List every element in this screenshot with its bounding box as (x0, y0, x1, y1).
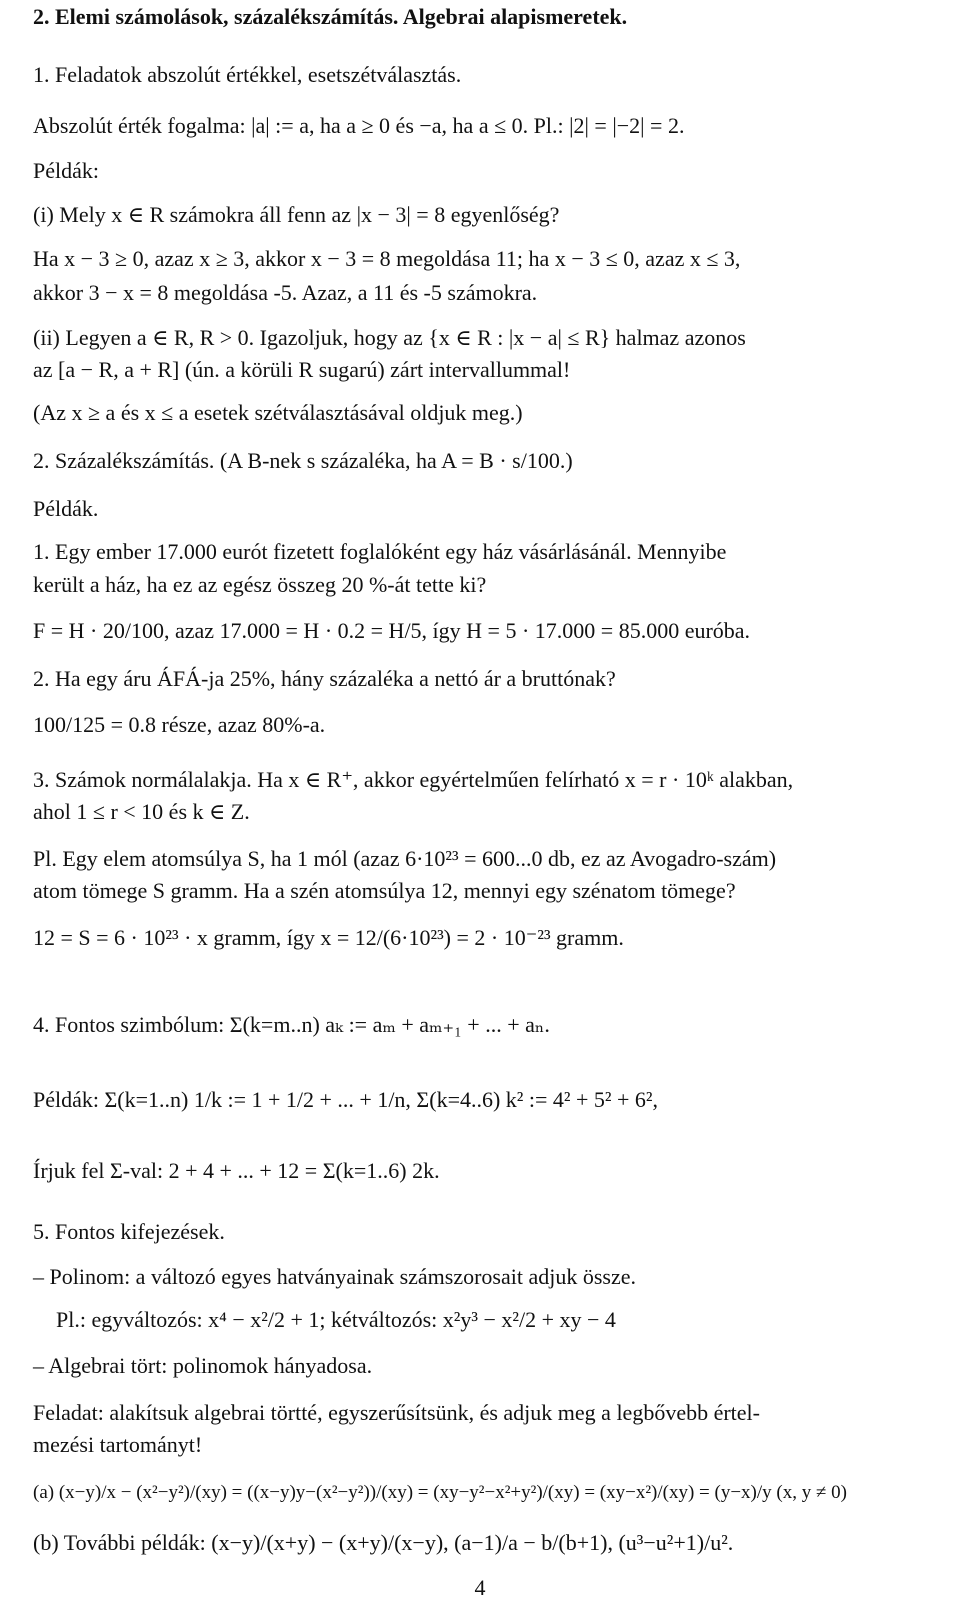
text-line: Abszolút érték fogalma: |a| := a, ha a ≥ 0 és −a, ha a ≤ 0. Pl.: |2| = |−2| = 2. (33, 113, 685, 138)
text-line: mezési tartományt! (33, 1432, 203, 1457)
text-line: Feladat: alakítsuk algebrai törtté, egyszerűsítsünk, és adjuk meg a legbővebb értel- (33, 1400, 760, 1425)
text-line: az [a − R, a + R] (ún. a körüli R sugarú) zárt intervallummal! (33, 357, 571, 382)
text-line: (ii) Legyen a ∈ R, R > 0. Igazoljuk, hogy az {x ∈ R : |x − a| ≤ R} halmaz azonos (33, 325, 746, 350)
page-number: 4 (474, 1575, 486, 1600)
text-line: 4. Fontos szimbólum: Σ(k=m..n) aₖ := aₘ + aₘ₊₁ + ... + aₙ. (33, 1012, 550, 1037)
text-line: – Algebrai tört: polinomok hányadosa. (33, 1353, 373, 1378)
text-line: ahol 1 ≤ r < 10 és k ∈ Z. (33, 799, 250, 824)
text-line: 1. Egy ember 17.000 eurót fizetett foglalóként egy ház vásárlásánál. Mennyibe (33, 539, 727, 564)
text-line: 2. Ha egy áru ÁFÁ-ja 25%, hány százaléka a nettó ár a bruttónak? (33, 666, 616, 691)
text-line: akkor 3 − x = 8 megoldása -5. Azaz, a 11 és -5 számokra. (33, 280, 538, 305)
text-line: Példák: (33, 158, 99, 183)
text-line: 1. Feladatok abszolút értékkel, esetszétválasztás. (33, 62, 462, 87)
text-line: Példák. (33, 496, 99, 521)
text-line: Írjuk fel Σ-val: 2 + 4 + ... + 12 = Σ(k=1..6) 2k. (33, 1158, 440, 1183)
text-line: 3. Számok normálalakja. Ha x ∈ R⁺, akkor egyértelműen felírható x = r · 10ᵏ alakban, (33, 767, 794, 792)
text-line: (a) (x−y)/x − (x²−y²)/(xy) = ((x−y)y−(x²−y²))/(xy) = (xy−y²−x²+y²)/(xy) = (xy−x²)/(xy) = (y−x)/y (x, y ≠ 0) (33, 1482, 847, 1503)
text-line: (i) Mely x ∈ R számokra áll fenn az |x − 3| = 8 egyenlőség? (33, 202, 560, 227)
text-line: került a ház, ha ez az egész összeg 20 %-át tette ki? (33, 572, 487, 597)
text-line: F = H · 20/100, azaz 17.000 = H · 0.2 = H/5, így H = 5 · 17.000 = 85.000 euróba. (33, 618, 751, 643)
text-line: 2. Százalékszámítás. (A B-nek s százaléka, ha A = B · s/100.) (33, 448, 573, 473)
text-line: – Polinom: a változó egyes hatványainak számszorosait adjuk össze. (33, 1264, 637, 1289)
text-line: 100/125 = 0.8 része, azaz 80%-a. (33, 712, 326, 737)
text-line: 12 = S = 6 · 10²³ · x gramm, így x = 12/(6·10²³) = 2 · 10⁻²³ gramm. (33, 925, 624, 950)
text-line: 5. Fontos kifejezések. (33, 1219, 225, 1244)
section-title: 2. Elemi számolások, százalékszámítás. Algebrai alapismeretek. (33, 4, 628, 29)
text-line: Pl. Egy elem atomsúlya S, ha 1 mól (azaz 6·10²³ = 600...0 db, ez az Avogadro-szám) (33, 846, 777, 871)
text-line: (Az x ≥ a és x ≤ a esetek szétválasztásával oldjuk meg.) (33, 400, 523, 425)
text-line: Ha x − 3 ≥ 0, azaz x ≥ 3, akkor x − 3 = 8 megoldása 11; ha x − 3 ≤ 0, azaz x ≤ 3, (33, 246, 741, 271)
text-line: Pl.: egyváltozós: x⁴ − x²/2 + 1; kétváltozós: x²y³ − x²/2 + xy − 4 (56, 1307, 616, 1332)
text-line: (b) További példák: (x−y)/(x+y) − (x+y)/(x−y), (a−1)/a − b/(b+1), (u³−u²+1)/u². (33, 1530, 734, 1555)
text-line: atom tömege S gramm. Ha a szén atomsúlya 12, mennyi egy szénatom tömege? (33, 878, 736, 903)
text-line: Példák: Σ(k=1..n) 1/k := 1 + 1/2 + ... + 1/n, Σ(k=4..6) k² := 4² + 5² + 6², (33, 1087, 659, 1112)
